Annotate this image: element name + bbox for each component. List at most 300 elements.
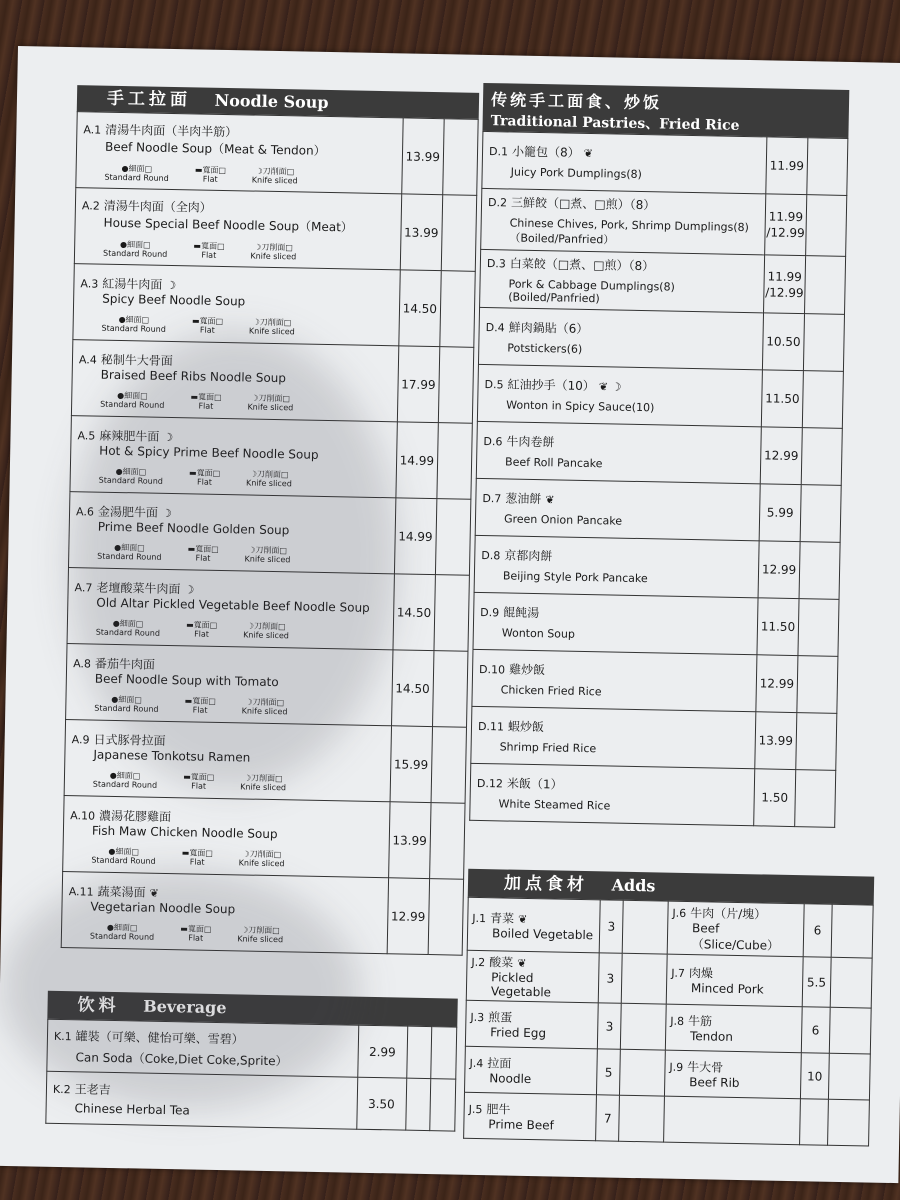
add-code: J.9	[669, 1060, 684, 1074]
item-name-en: Old Altar Pickled Vegetable Beef Noodle Soup	[96, 595, 370, 615]
item-name-zh: 白菜餃（□煮、□煎）（8）	[509, 256, 655, 274]
noodle-option	[96, 618, 161, 637]
item-price: 14.99	[396, 422, 438, 499]
knife-icon: ☽	[248, 545, 256, 555]
round-noodle-icon: ●	[109, 770, 117, 780]
item-name-en: Hot & Spicy Prime Beef Noodle Soup	[99, 443, 319, 462]
knife-icon: ☽	[240, 924, 249, 935]
option-name-en: Standard Round	[98, 475, 164, 486]
round-noodle-icon: ●	[115, 466, 123, 476]
item-code: D.2	[487, 196, 508, 210]
option-name-en: Knife sliced	[237, 933, 284, 944]
spicy-pepper-icon: ☽	[184, 582, 195, 596]
item-name-zh: 秘制牛大骨面	[100, 352, 173, 368]
item-price-cell	[755, 712, 797, 770]
add-name-zh: 牛肉（片/塊）	[690, 906, 767, 922]
option-label	[185, 696, 216, 706]
noodle-item-row	[68, 492, 470, 576]
option-name-zh: 寬面□	[196, 468, 221, 478]
option-name-en: Standard Round	[97, 551, 162, 562]
knife-icon: ☽	[252, 317, 260, 327]
traditional-table	[469, 131, 848, 828]
beverage-name-zh: 王老吉	[74, 1082, 111, 1097]
option-label	[195, 165, 226, 175]
traditional-header-zh: 传统手工面食、炒饭	[490, 90, 663, 113]
traditional-item-row	[478, 307, 844, 371]
add-item-cell	[664, 1050, 801, 1099]
flat-noodle-icon: ▬	[194, 165, 203, 175]
traditional-item-row	[481, 188, 847, 256]
item-price-cell	[760, 427, 802, 485]
noodle-option	[184, 696, 215, 715]
option-name-zh: 細面□	[116, 770, 141, 780]
adds-row	[464, 1046, 870, 1100]
option-name-en: Flat	[188, 932, 204, 943]
round-noodle-icon: ●	[121, 164, 129, 174]
noodle-header-en: Noodle Soup	[214, 90, 329, 112]
item-name-en: Vegetarian Noodle Soup	[90, 899, 236, 916]
option-name-zh: 刀削面□	[259, 317, 292, 327]
item-code: D.8	[481, 548, 501, 563]
option-name-zh: 寬面□	[202, 165, 227, 176]
option-label	[182, 848, 213, 858]
item-price: 12.99	[761, 562, 797, 578]
option-label	[193, 241, 224, 251]
noodle-option	[91, 846, 156, 865]
noodle-option	[102, 314, 167, 333]
spicy-pepper-icon: ☽	[161, 506, 172, 520]
option-label	[192, 316, 223, 326]
round-noodle-icon: ●	[106, 922, 115, 932]
flat-noodle-icon: ▬	[190, 391, 199, 402]
option-name-en: Knife sliced	[251, 175, 298, 186]
add-price: 3	[600, 900, 624, 953]
item-code: D.1	[488, 145, 509, 159]
item-price-cell	[759, 484, 801, 542]
flat-noodle-icon: ▬	[186, 619, 194, 629]
add-item-cell	[665, 1004, 802, 1053]
add-price: 6	[803, 904, 832, 958]
item-name-zh: 鮮肉鍋貼（6）	[508, 320, 589, 336]
blank-cell	[831, 904, 873, 958]
item-price: 11.99	[769, 158, 805, 174]
item-code: A.8	[73, 656, 92, 671]
noodle-option	[103, 240, 168, 259]
item-name-en: Wonton Soup	[501, 626, 576, 641]
knife-icon: ☽	[246, 621, 255, 631]
noodle-options	[90, 922, 381, 946]
beverage-header-zh: 饮料	[77, 995, 120, 1017]
option-name-zh: 寬面□	[199, 316, 224, 326]
add-price: 6	[801, 1007, 830, 1054]
adds-table	[463, 897, 874, 1147]
item-price: 14.50	[399, 270, 441, 347]
option-label	[180, 924, 211, 934]
noodle-option	[195, 165, 226, 184]
traditional-item-cell	[474, 535, 759, 597]
blank-cell	[436, 423, 472, 500]
adds-row	[466, 950, 872, 1008]
add-title-line	[470, 1008, 594, 1027]
add-name-zh: 肉燥	[688, 966, 714, 981]
item-title-line	[479, 660, 750, 682]
noodle-option	[97, 542, 162, 561]
noodle-item-row	[67, 568, 469, 652]
item-price-cell	[758, 541, 800, 599]
blank-cell	[428, 879, 464, 956]
spicy-pepper-icon: ☽	[163, 430, 174, 444]
item-title-line	[487, 254, 758, 276]
item-name-en-extra: （Boiled/Panfried）	[509, 231, 615, 247]
beverage-price: 3.50	[357, 1077, 407, 1130]
flat-noodle-icon: ▬	[180, 923, 188, 933]
item-code: D.11	[477, 719, 505, 734]
traditional-item-cell	[481, 188, 766, 254]
item-name-en: Fish Maw Chicken Noodle Soup	[91, 823, 278, 841]
item-name-zh: 蔬菜湯面	[97, 884, 146, 900]
item-name-zh: 三鮮餃（□煮、□煎）（8）	[510, 195, 656, 213]
blank-cell	[439, 271, 475, 348]
blank-cell	[431, 1027, 457, 1079]
item-price: 13.99	[402, 118, 444, 195]
item-name-en: Spicy Beef Noodle Soup	[102, 291, 246, 308]
item-code: D.7	[482, 491, 502, 506]
item-price: 11.50	[765, 391, 800, 407]
item-title-line	[481, 546, 752, 568]
item-name-en: Beef Noodle Soup（Meat & Tendon）	[104, 139, 326, 158]
noodle-item-row	[74, 188, 476, 272]
add-price: 7	[596, 1095, 620, 1141]
option-label	[186, 620, 217, 630]
option-name-en: Flat	[195, 553, 211, 563]
blank-cell	[406, 1026, 432, 1078]
beverage-title-line	[53, 1080, 351, 1103]
blank-cell	[438, 347, 474, 424]
noodle-option	[93, 770, 158, 789]
add-code: J.3	[470, 1010, 485, 1025]
noodle-options	[94, 694, 385, 718]
blank-cell	[405, 1078, 431, 1130]
option-name-zh: 細面□	[122, 466, 147, 477]
beverage-title-line	[54, 1026, 352, 1049]
add-name-en: Tendon	[689, 1029, 734, 1044]
option-name-zh: 細面□	[119, 618, 144, 629]
item-name-en: Wonton in Spicy Sauce(10)	[506, 398, 655, 415]
option-name-en: Standard Round	[100, 399, 165, 410]
item-price: 5.99	[766, 505, 794, 520]
item-name-zh: 日式豚骨拉面	[93, 732, 166, 748]
noodle-options	[100, 390, 391, 414]
option-name-zh: 刀削面□	[251, 773, 283, 783]
option-name-zh: 寬面□	[200, 241, 225, 252]
add-name-zh: 酸菜	[489, 955, 514, 970]
blank-cell	[441, 195, 477, 272]
item-name-zh: 葱油餅	[505, 491, 542, 507]
option-name-en: Standard Round	[102, 248, 168, 259]
noodle-options	[103, 240, 394, 264]
item-price: 14.50	[393, 574, 435, 651]
option-name-zh: 寬面□	[193, 619, 218, 630]
add-name-zh: 拉面	[487, 1056, 512, 1071]
add-code: J.8	[670, 1014, 685, 1028]
add-title-line	[472, 908, 596, 927]
noodle-option	[244, 545, 290, 564]
beverage-cell	[46, 1071, 358, 1129]
item-price: 12.99	[759, 676, 795, 692]
traditional-item-cell	[471, 706, 756, 768]
blank-cell	[442, 119, 478, 196]
item-name-en: Beef Roll Pancake	[504, 455, 603, 471]
noodle-item-cell	[71, 340, 398, 422]
add-price	[799, 1099, 828, 1146]
option-name-zh: 刀削面□	[248, 925, 280, 935]
noodle-option	[180, 924, 211, 943]
option-name-en: Flat	[198, 401, 214, 411]
noodle-option	[252, 167, 298, 186]
item-code: A.11	[68, 884, 94, 899]
noodle-item-row	[61, 872, 463, 956]
item-price: 11.99	[768, 209, 804, 225]
option-name-zh: 刀削面□	[261, 242, 293, 253]
add-code: J.6	[672, 906, 687, 920]
item-name-zh: 紅油抄手（10）	[507, 377, 595, 394]
option-name-en: Flat	[201, 250, 217, 260]
noodle-item-cell	[67, 568, 394, 650]
option-name-zh: 刀削面□	[258, 393, 291, 403]
blank-cell	[620, 1003, 666, 1050]
traditional-item-cell	[473, 592, 758, 654]
item-name-zh: 紅湯牛肉面	[102, 276, 163, 292]
add-item-cell	[467, 897, 600, 953]
option-name-en: Standard Round	[92, 779, 158, 790]
item-code: D.12	[476, 776, 504, 791]
item-code: A.2	[81, 199, 100, 213]
add-code: J.7	[671, 966, 686, 980]
noodle-option	[186, 620, 217, 639]
beverage-code: K.1	[53, 1029, 72, 1043]
beverage-table	[45, 1019, 457, 1132]
add-code: J.2	[471, 955, 486, 970]
noodle-item-cell	[63, 796, 390, 878]
add-name-zh: 牛大骨	[687, 1060, 724, 1075]
option-name-zh: 寬面□	[187, 923, 212, 934]
item-code: A.4	[78, 352, 97, 367]
noodle-option	[240, 773, 286, 792]
round-noodle-icon: ●	[111, 694, 119, 704]
traditional-item-cell	[476, 421, 761, 483]
item-name-en: Japanese Tonkotsu Ramen	[93, 747, 251, 765]
traditional-item-cell	[480, 249, 765, 312]
add-name-zh: 青菜	[489, 910, 515, 926]
flat-noodle-icon: ▬	[189, 467, 197, 478]
item-name-en: Green Onion Pancake	[503, 512, 623, 528]
noodle-option	[250, 243, 296, 262]
add-name-en: Beef（Slice/Cube）	[691, 921, 780, 953]
option-name-zh: 細面□	[124, 390, 148, 401]
noodle-item-cell	[73, 264, 400, 346]
item-price: 12.99	[387, 878, 429, 955]
item-code: A.6	[75, 504, 95, 519]
item-code: A.7	[74, 580, 93, 595]
noodle-option	[247, 393, 293, 412]
noodle-item-cell	[64, 720, 391, 802]
traditional-item-row	[471, 706, 837, 770]
flat-noodle-icon: ▬	[193, 241, 202, 251]
item-name-en: Juicy Pork Dumplings(8)	[510, 165, 642, 181]
blank-cell	[800, 485, 841, 543]
knife-icon: ☽	[251, 393, 259, 403]
item-name-en: Prime Beef Noodle Golden Soup	[97, 519, 290, 537]
item-price: 10.50	[766, 334, 801, 350]
item-code: A.3	[80, 276, 99, 291]
add-name-en: Prime Beef	[488, 1117, 554, 1133]
noodle-option	[246, 469, 292, 488]
item-code: D.10	[478, 662, 506, 677]
beverage-row	[47, 1019, 457, 1079]
traditional-item-row	[480, 249, 846, 314]
add-name-zh: 煎蛋	[488, 1010, 513, 1025]
round-noodle-icon: ●	[118, 314, 126, 324]
noodle-item-row	[76, 112, 478, 196]
item-code: D.4	[485, 321, 505, 335]
traditional-item-row	[470, 763, 836, 827]
knife-icon: ☽	[255, 166, 263, 176]
beverage-price: 2.99	[358, 1025, 408, 1078]
item-name-en: House Special Beef Noodle Soup（Meat）	[103, 215, 354, 235]
noodle-option	[243, 621, 289, 640]
item-title-line	[486, 318, 757, 340]
item-name-en: Beef Noodle Soup with Tomato	[94, 671, 279, 689]
noodle-option	[190, 392, 221, 411]
noodle-option	[239, 849, 285, 868]
noodle-option	[242, 697, 288, 716]
flat-noodle-icon: ▬	[184, 695, 193, 705]
noodle-options	[102, 314, 393, 338]
spicy-vegetarian-icon: ❦	[545, 493, 555, 507]
add-price: 10	[800, 1053, 829, 1100]
traditional-header	[482, 83, 849, 138]
noodle-options	[97, 542, 388, 566]
knife-icon: ☽	[249, 469, 258, 479]
noodle-option	[187, 544, 218, 563]
blank-cell	[830, 957, 872, 1008]
noodle-item-cell	[76, 112, 403, 194]
vegetarian-icon: ❦	[517, 956, 527, 970]
option-name-en: Standard Round	[95, 627, 161, 638]
menu-sheet	[0, 46, 900, 1183]
noodle-options	[91, 846, 382, 870]
option-name-zh: 寬面□	[189, 847, 214, 858]
option-name-en: Knife sliced	[243, 629, 290, 640]
item-title-line	[480, 603, 751, 625]
beverage-row	[46, 1071, 456, 1131]
noodle-soup-table	[61, 111, 479, 956]
item-price-cell	[762, 313, 804, 371]
traditional-item-cell	[472, 649, 757, 711]
option-name-en: Knife sliced	[245, 477, 292, 488]
option-name-zh: 刀削面□	[256, 469, 289, 479]
knife-icon: ☽	[242, 848, 250, 859]
noodle-options	[99, 466, 390, 490]
item-name-zh: 濃湯花膠雞面	[98, 808, 172, 824]
noodle-header-zh: 手工拉面	[106, 88, 192, 111]
spicy-vegetarian-icon: ❦ ☽	[598, 380, 622, 394]
blank-cell	[435, 499, 471, 576]
item-name-en: Chicken Fried Rice	[500, 683, 602, 699]
add-item-cell	[664, 1096, 801, 1145]
traditional-item-row	[472, 649, 838, 713]
item-title-line	[484, 375, 755, 397]
option-name-zh: 寬面□	[195, 543, 219, 554]
noodle-option	[94, 694, 159, 713]
item-price-cell	[754, 769, 796, 827]
item-title-line	[482, 489, 753, 511]
noodle-item-row	[66, 644, 468, 728]
item-code: D.3	[486, 257, 507, 271]
item-code: A.10	[70, 808, 96, 823]
traditional-item-cell	[470, 763, 755, 825]
option-name-zh: 細面□	[126, 240, 151, 250]
item-code: D.9	[480, 605, 500, 620]
noodle-item-cell	[70, 416, 397, 498]
round-noodle-icon: ●	[119, 239, 128, 250]
noodle-option	[237, 925, 283, 944]
add-name-zh: 牛筋	[687, 1014, 713, 1029]
option-name-zh: 刀削面□	[252, 697, 285, 707]
vegetarian-icon: ❦	[517, 912, 528, 926]
traditional-item-cell	[477, 364, 762, 426]
option-name-zh: 刀削面□	[262, 166, 295, 177]
traditional-item-row	[477, 364, 843, 428]
blank-cell	[807, 138, 848, 196]
option-label	[189, 468, 220, 478]
add-price: 5.5	[802, 957, 831, 1008]
item-name-zh: 番茄牛肉面	[94, 656, 156, 672]
option-name-en: Flat	[202, 174, 218, 184]
option-name-en: Knife sliced	[238, 857, 285, 868]
item-name-zh: 餛飩湯	[503, 605, 540, 621]
option-label	[183, 772, 214, 782]
item-price: 14.99	[394, 498, 436, 575]
noodle-item-row	[70, 416, 472, 500]
item-name-zh: 清湯牛肉面（半肉半筋）	[105, 122, 238, 140]
traditional-item-row	[473, 592, 839, 656]
option-name-en: Flat	[194, 628, 210, 639]
item-name-zh: 蝦炒飯	[507, 719, 545, 735]
traditional-item-row	[474, 535, 840, 599]
add-name-en: Noodle	[489, 1071, 532, 1087]
option-name-en: Knife sliced	[241, 705, 288, 716]
option-name-en: Standard Round	[101, 323, 166, 334]
blank-cell	[829, 1007, 871, 1054]
item-name-zh: 金湯肥牛面	[97, 504, 159, 520]
add-item-cell	[465, 1000, 598, 1049]
item-code: A.9	[71, 732, 90, 746]
flat-noodle-icon: ▬	[191, 315, 200, 326]
item-price-cell	[766, 137, 808, 195]
blank-cell	[619, 1095, 665, 1142]
noodle-option	[99, 466, 164, 485]
blank-cell	[802, 371, 843, 429]
traditional-header-en: Traditional Pastries、Fried Rice	[490, 113, 740, 134]
beverage-name-zh: 罐裝（可樂、健怡可樂、雪碧）	[75, 1028, 244, 1047]
option-name-en: Knife sliced	[247, 401, 294, 412]
option-name-en: Flat	[189, 856, 205, 867]
add-price: 5	[597, 1049, 621, 1095]
beverage-name-en: Chinese Herbal Tea	[74, 1101, 190, 1118]
adds-row	[465, 1000, 871, 1054]
option-name-en: Flat	[196, 477, 213, 487]
